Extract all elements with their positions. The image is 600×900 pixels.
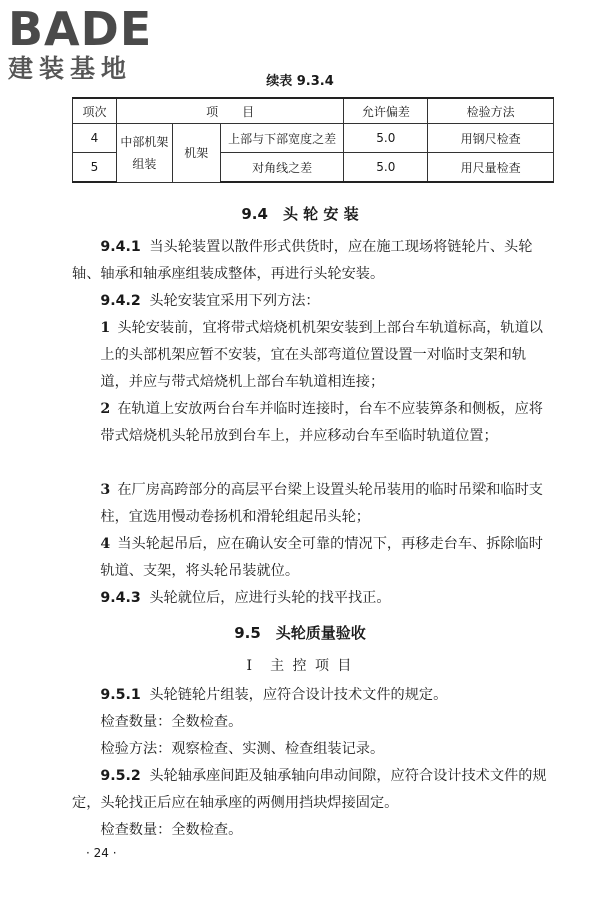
- item-text: 在轨道上安放两台台车并临时连接时，台车不应装箅条和侧板，应将带式焙烧机头轮吊放到台车上，并应移动台车至临时轨道位置；: [100, 401, 543, 444]
- item-text: 在厂房高跨部分的高层平台梁上设置头轮吊装用的临时吊梁和临时支柱，宜选用慢动卷扬机和滑轮组起吊头轮；: [100, 482, 543, 525]
- clause-text: 头轮就位后，应进行头轮的找平找正。: [149, 590, 391, 606]
- table-caption: 续表 9.3.4: [266, 74, 334, 89]
- section-title-9-5: 9.5 头轮质量验收: [234, 624, 366, 642]
- clause-text: 头轮链轮片组装，应符合设计技术文件的规定。: [149, 687, 448, 703]
- clause-9-4-3: [72, 585, 552, 612]
- clause-number: 9.4.3: [100, 590, 141, 606]
- clause-9-5-2: [72, 763, 552, 817]
- row-index: 4: [73, 124, 117, 153]
- header-tolerance: 允许偏差: [344, 98, 428, 124]
- row-item: 上部与下部宽度之差: [220, 124, 344, 153]
- clause-9-5-1: [72, 682, 552, 709]
- clause-number: 9.5.1: [100, 687, 141, 703]
- header-item: 项 目: [116, 98, 344, 124]
- row-method: 用钢尺检查: [428, 124, 554, 153]
- group-cell: 中部机架组装: [116, 124, 172, 183]
- logo-mark: BADE: [8, 2, 153, 56]
- item-text: 当头轮起吊后，应在确认安全可靠的情况下，再移走台车、拆除临时轨道、支架，将头轮吊装就位。: [100, 536, 543, 579]
- clause-text: 头轮轴承座间距及轴承轴向串动间隙，应符合设计技术文件的规定，头轮找正后应在轴承座的两侧用挡块焊接固定。: [72, 768, 547, 811]
- item-number: 2: [100, 401, 111, 417]
- subsection-title-main-items: Ⅰ 主 控 项 目: [246, 658, 354, 674]
- clause-text: 当头轮装置以散件形式供货时，应在施工现场将链轮片、头轮轴、轴承和轴承座组装成整体，再进行头轮安装。: [72, 239, 533, 282]
- row-method: 用尺量检查: [428, 153, 554, 183]
- logo-subtitle: 建装基地: [8, 54, 133, 83]
- clause-number: 9.4.1: [100, 239, 141, 255]
- clause-number: 9.5.2: [100, 768, 141, 784]
- item-number: 1: [100, 320, 111, 336]
- page-number: · 24 ·: [86, 846, 117, 860]
- header-method: 检验方法: [428, 98, 554, 124]
- list-item-2: [72, 396, 552, 450]
- item-number: 3: [100, 482, 111, 498]
- subgroup-cell: 机架: [172, 124, 220, 183]
- row-tolerance: 5.0: [344, 124, 428, 153]
- table-header-row: [73, 98, 554, 124]
- clause-9-4-2: [72, 288, 552, 315]
- inspection-quantity: 检查数量：全数检查。: [100, 714, 243, 730]
- clause-9-4-1: [72, 234, 552, 288]
- list-item-1: [72, 315, 552, 396]
- inspection-method: 检验方法：观察检查、实测、检查组装记录。: [100, 741, 385, 757]
- inspection-quantity: 检查数量：全数检查。: [100, 822, 243, 838]
- clause-number: 9.4.2: [100, 293, 141, 309]
- header-index: 项次: [73, 98, 117, 124]
- list-item-4: [72, 531, 552, 585]
- item-text: 头轮安装前，宜将带式焙烧机机架安装到上部台车轨道标高，轨道以上的头部机架应暂不安装，宜在头部弯道位置设置一对临时支架和轨道，并应与带式焙烧机上部台车轨道相连接；: [100, 320, 543, 390]
- item-number: 4: [100, 536, 111, 552]
- row-item: 对角线之差: [220, 153, 344, 183]
- spec-table: [72, 97, 554, 183]
- list-item-3: [72, 477, 552, 531]
- clause-text: 头轮安装宜采用下列方法：: [149, 293, 320, 309]
- row-tolerance: 5.0: [344, 153, 428, 183]
- table-row: [73, 124, 554, 153]
- section-title-9-4: 9.4 头 轮 安 装: [241, 205, 359, 223]
- row-index: 5: [73, 153, 117, 183]
